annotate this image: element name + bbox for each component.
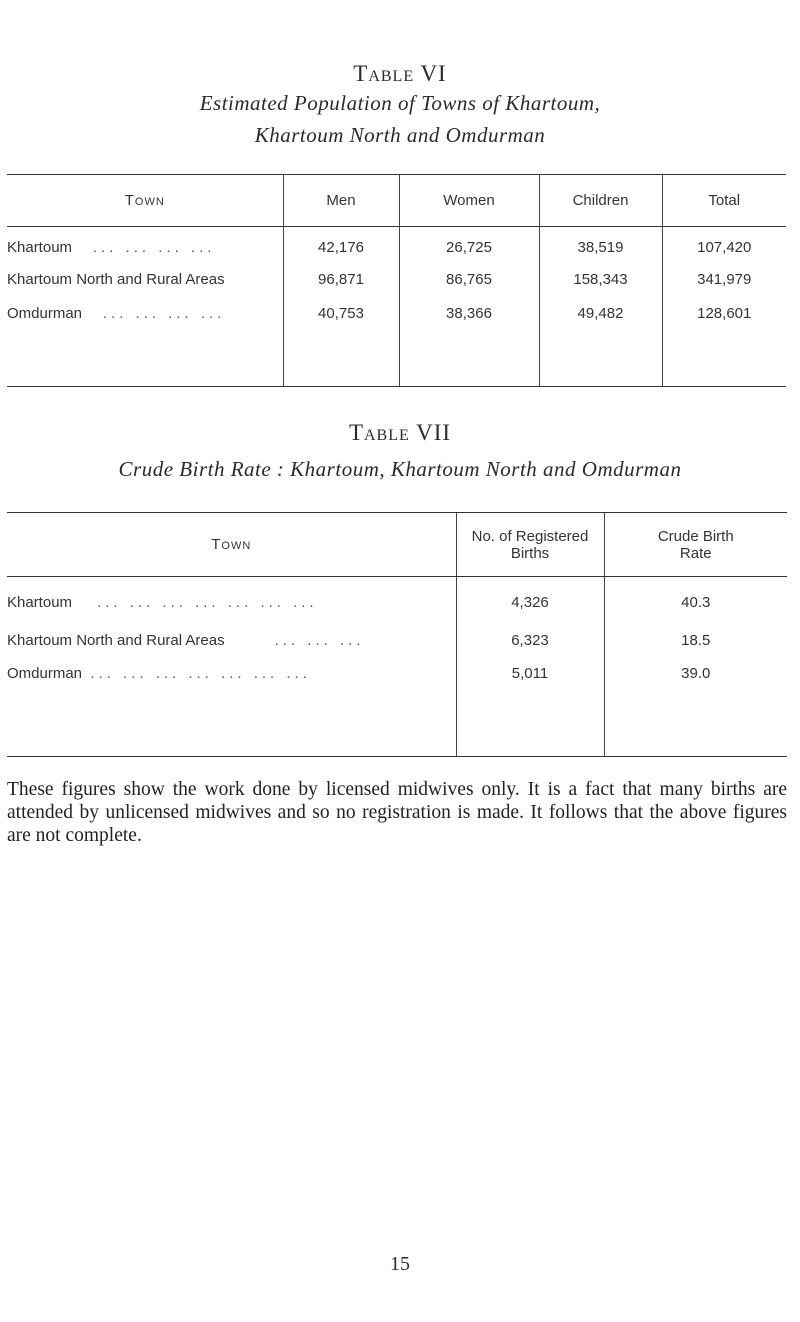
table-row: [7, 577, 787, 621]
table-6-subtitle-line-1: Estimated Population of Towns of Khartoum,: [199, 91, 601, 115]
total-cell: 128,601: [662, 294, 786, 387]
births-cell: 6,323: [456, 621, 604, 654]
table-row: [7, 261, 786, 294]
births-cell: 5,011: [456, 654, 604, 757]
women-cell: 86,765: [399, 261, 539, 294]
page-number: 15: [390, 1253, 410, 1275]
town-cell: Khartoum North and Rural Areas ... ... ...: [7, 631, 365, 649]
men-cell: 42,176: [283, 227, 399, 261]
town-cell: Omdurman ... ... ... ...: [7, 294, 283, 387]
town-cell: Khartoum ... ... ... ... ... ... ...: [7, 594, 318, 611]
column-header-town: Town: [7, 513, 456, 577]
table-header-row: [7, 175, 786, 227]
births-cell: 4,326: [456, 577, 604, 621]
children-cell: 38,519: [539, 227, 662, 261]
table-row: [7, 621, 787, 654]
rate-cell: 39.0: [604, 654, 787, 757]
table-7-caption: Table VII: [348, 420, 452, 445]
table-row: [7, 654, 787, 757]
column-header-rate: Crude Birth Rate: [604, 513, 787, 577]
column-header-children: Children: [539, 175, 662, 227]
table-6-caption: Table VI: [353, 61, 447, 86]
women-cell: 26,725: [399, 227, 539, 261]
dot-leader: ... ... ... ... ... ... ...: [90, 664, 311, 682]
column-header-women: Women: [399, 175, 539, 227]
birth-rate-table: [7, 512, 787, 757]
dot-leader: ... ... ... ... ... ... ...: [97, 594, 318, 611]
men-cell: 96,871: [283, 261, 399, 294]
town-cell: Khartoum North and Rural Areas: [7, 270, 225, 288]
rate-cell: 40.3: [604, 577, 787, 621]
table-row: [7, 227, 786, 261]
table-row: [7, 294, 786, 387]
total-cell: 341,979: [662, 261, 786, 294]
town-cell: Omdurman ... ... ... ... ... ... ...: [7, 654, 456, 757]
explanatory-paragraph: These figures show the work done by licensed midwives only. It is a fact that many births are attended by unlicensed midwives and so no registration is made. It follows that the above figures are not complete.: [7, 779, 787, 846]
column-header-men: Men: [283, 175, 399, 227]
column-header-births: No. of Registered Births: [456, 513, 604, 577]
population-table: [7, 174, 786, 387]
rate-cell: 18.5: [604, 621, 787, 654]
dot-leader: ... ... ... ...: [102, 304, 226, 322]
table-6-subtitle-line-2: Khartoum North and Omdurman: [254, 123, 546, 147]
table-header-row: [7, 513, 787, 577]
children-cell: 49,482: [539, 294, 662, 387]
column-header-town: Town: [7, 175, 283, 227]
total-cell: 107,420: [662, 227, 786, 261]
dot-leader: ... ... ...: [274, 631, 365, 649]
table-7-subtitle: Crude Birth Rate : Khartoum, Khartoum North and Omdurman: [118, 457, 682, 481]
women-cell: 38,366: [399, 294, 539, 387]
town-cell: Khartoum ... ... ... ...: [7, 239, 216, 256]
children-cell: 158,343: [539, 261, 662, 294]
column-header-total: Total: [662, 175, 786, 227]
dot-leader: ... ... ... ...: [92, 239, 216, 256]
men-cell: 40,753: [283, 294, 399, 387]
